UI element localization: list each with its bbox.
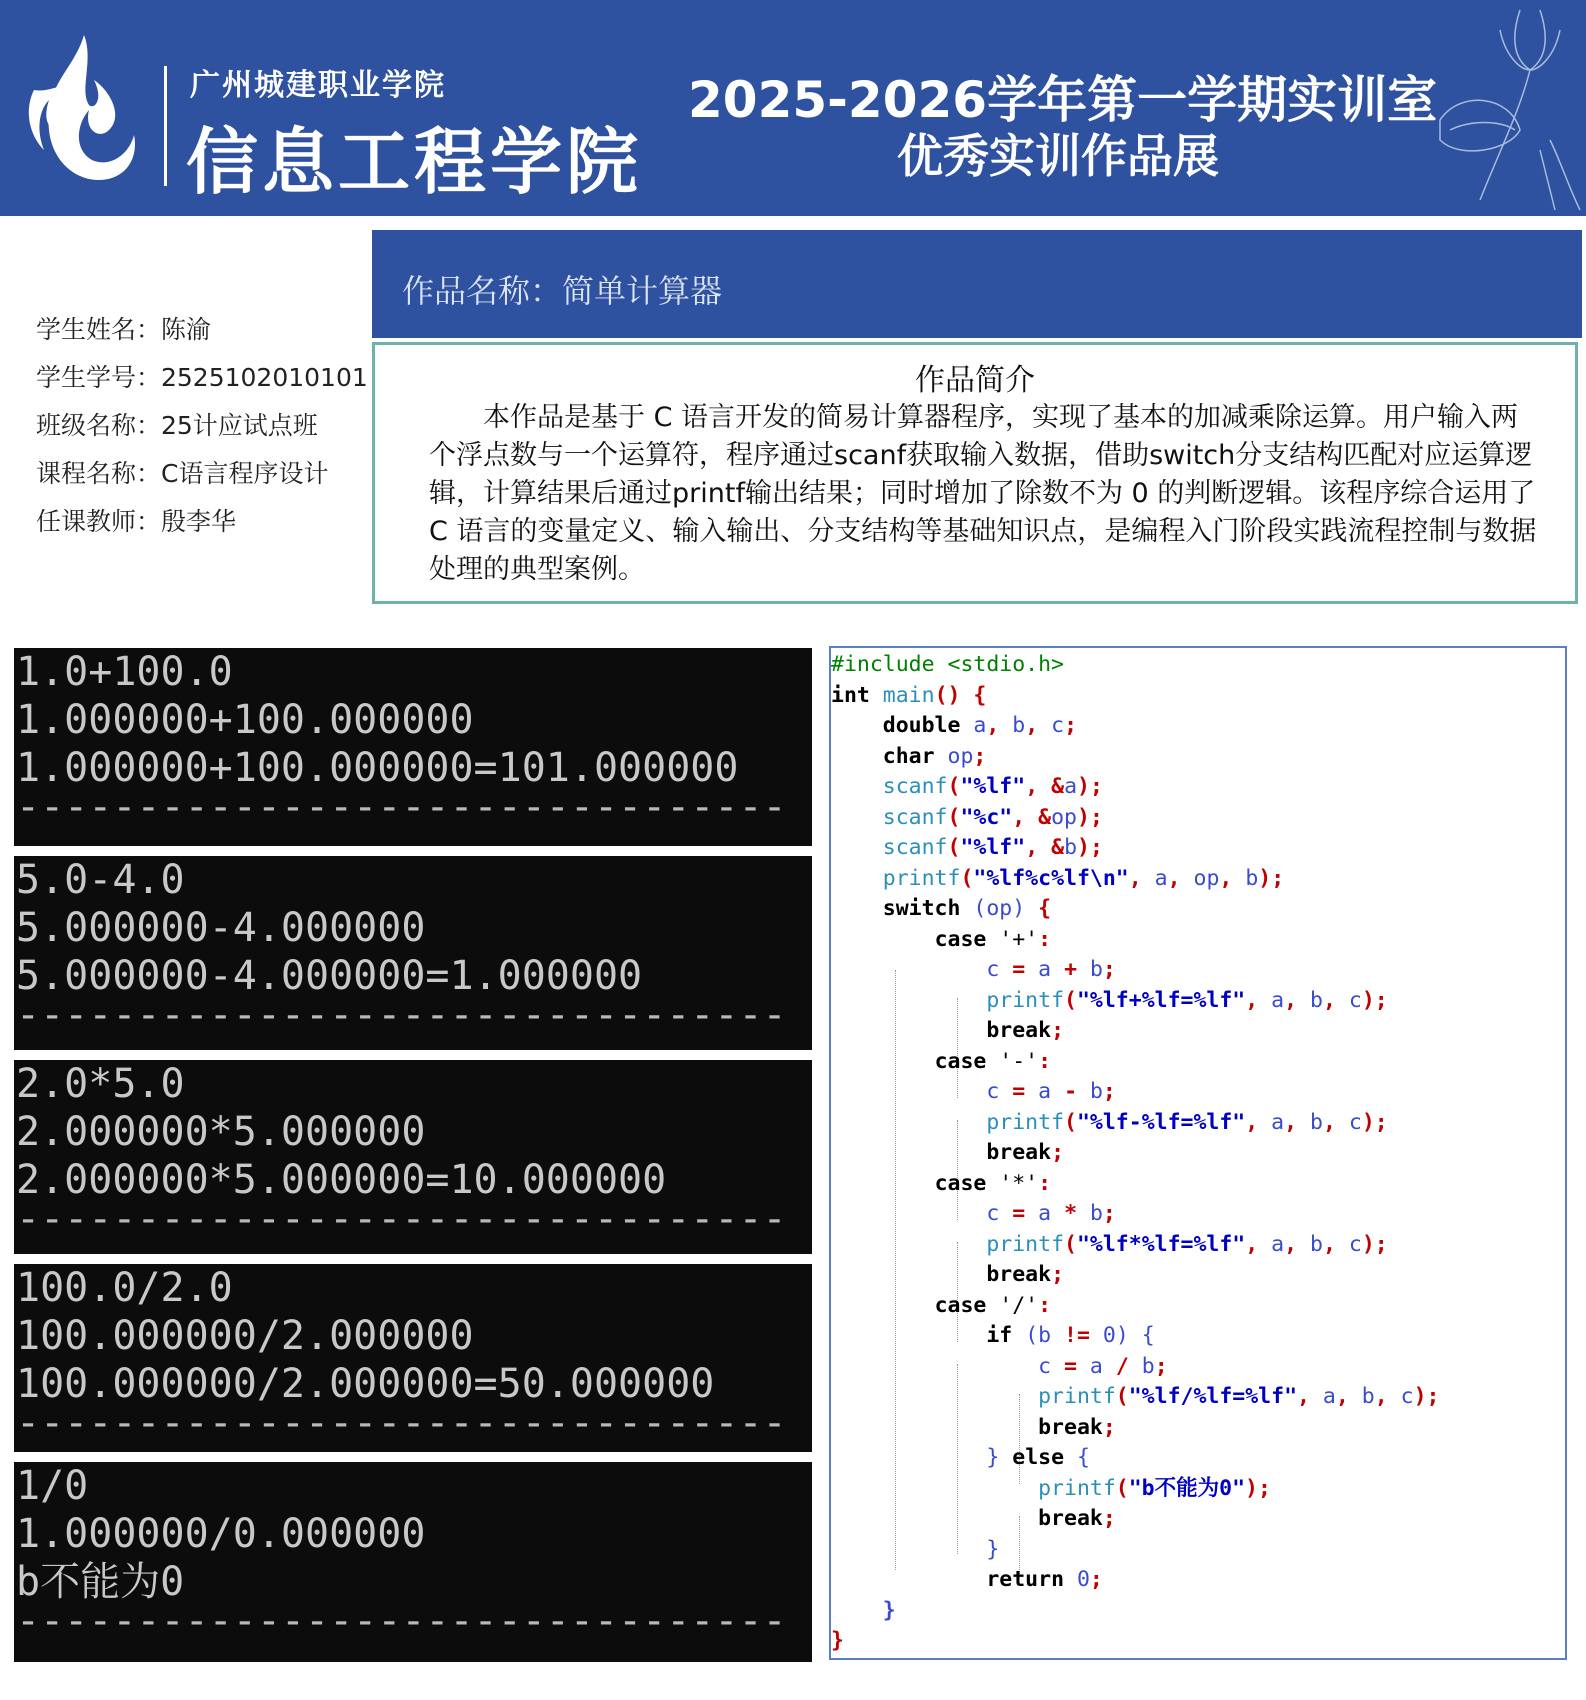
code-token: else — [1012, 1445, 1065, 1470]
code-token: "%lf-%lf=%lf" — [1076, 1109, 1246, 1135]
code-line: printf("%lf/%lf=%lf", a, b, c); — [1038, 1384, 1440, 1409]
code-token: printf — [986, 1231, 1065, 1257]
teacher-name: 任课教师：殷李华 — [36, 507, 237, 536]
code-token: double — [882, 713, 961, 738]
code-line: c = a + b; — [986, 957, 1116, 982]
code-line: c = a / b; — [1038, 1353, 1168, 1379]
code-line: scanf("%lf", &b); — [882, 835, 1103, 860]
code-line: printf("%lf*%lf=%lf", a, b, c); — [986, 1231, 1388, 1257]
code-line: } — [986, 1536, 1000, 1562]
source-code-panel — [829, 646, 1567, 1660]
code-line: double a, b, c; — [882, 713, 1078, 738]
code-token: "%c" — [960, 804, 1013, 830]
code-token: main — [882, 682, 935, 708]
code-token: break — [1038, 1414, 1103, 1440]
code-line: } — [882, 1597, 896, 1623]
code-line: case '/': — [934, 1292, 1052, 1318]
code-token: if — [986, 1323, 1013, 1348]
console-line: 2.0*5.0 — [16, 1061, 185, 1107]
code-token: break — [986, 1140, 1052, 1165]
code-token: '/' — [999, 1292, 1039, 1318]
code-line: switch (op) { — [882, 896, 1052, 921]
student-id: 学生学号：2525102010101 — [36, 363, 368, 392]
console-line: b不能为0 — [16, 1559, 185, 1605]
code-token: break — [1038, 1506, 1103, 1531]
code-line: break; — [986, 1140, 1065, 1165]
console-line: 1.000000/0.000000 — [16, 1511, 426, 1557]
console-separator: -------------------------------- — [16, 1606, 787, 1644]
code-token: printf — [1038, 1475, 1116, 1501]
class-name: 班级名称：25计应试点班 — [36, 411, 318, 440]
console-separator: -------------------------------- — [16, 792, 787, 830]
code-token: char — [882, 743, 935, 769]
console-line: 1/0 — [16, 1463, 89, 1509]
work-title: 作品名称：简单计算器 — [402, 272, 723, 310]
console-separator: -------------------------------- — [16, 1000, 787, 1038]
code-token: "%lf" — [960, 774, 1026, 799]
course-name: 课程名称：C语言程序设计 — [36, 459, 329, 488]
console-line: 100.000000/2.000000 — [16, 1313, 474, 1359]
code-line: scanf("%lf", &a); — [882, 774, 1103, 799]
code-token: case — [934, 1292, 987, 1318]
code-token: break — [986, 1018, 1052, 1043]
student-info — [36, 306, 366, 546]
console-line: 1.000000+100.000000=101.000000 — [16, 745, 739, 791]
code-token: printf — [986, 1109, 1065, 1135]
console-line: 5.000000-4.000000=1.000000 — [16, 953, 643, 999]
code-line: int main() { — [831, 682, 987, 708]
code-token: "b不能为0" — [1128, 1475, 1246, 1501]
code-line: c = a * b; — [986, 1201, 1116, 1226]
code-token: break — [986, 1262, 1052, 1287]
code-line: } — [831, 1628, 844, 1653]
code-token: scanf — [882, 835, 948, 860]
code-line: break; — [986, 1262, 1065, 1287]
college-name: 信息工程学院 — [186, 120, 643, 204]
code-token: '*' — [999, 1170, 1039, 1196]
code-line: } else { — [986, 1445, 1090, 1470]
lotus-decoration-icon — [1420, 0, 1586, 216]
console-line: 1.000000+100.000000 — [16, 697, 474, 743]
console-output-div-zero — [14, 1462, 812, 1662]
intro-box — [372, 342, 1578, 604]
code-line: printf("b不能为0"); — [1038, 1475, 1271, 1501]
code-line: break; — [1038, 1506, 1116, 1531]
intro-heading: 作品简介 — [915, 363, 1035, 398]
code-token: "%lf*%lf=%lf" — [1076, 1231, 1246, 1257]
console-line: 5.0-4.0 — [16, 857, 185, 903]
code-line — [831, 648, 1565, 681]
code-line: c = a - b; — [986, 1079, 1116, 1104]
school-name: 广州城建职业学院 — [190, 68, 446, 103]
logo-divider — [164, 66, 167, 186]
student-name: 学生姓名：陈渝 — [36, 315, 212, 344]
code-line: case '+': — [934, 926, 1052, 952]
console-output-mul — [14, 1060, 812, 1254]
event-title: 2025-2026学年第一学期实训室 — [688, 71, 1438, 129]
code-line: break; — [986, 1018, 1065, 1043]
event-subtitle: 优秀实训作品展 — [897, 129, 1219, 183]
code-token: return — [986, 1567, 1065, 1592]
work-title-bar — [372, 230, 1582, 338]
code-line: printf("%lf-%lf=%lf", a, b, c); — [986, 1109, 1388, 1135]
code-token: int — [831, 682, 870, 708]
intro-body: 本作品是基于 C 语言开发的简易计算器程序，实现了基本的加减乘除运算。用户输入两个浮点数与一个运算符，程序通过scanf获取输入数据，借助switch分支结构匹配对应运算逻辑，计算结果后通过printf输出结果；同时增加了除数不为 0 的判断逻辑。该程序综合运用了 C 语言的变量定义、输入输出、分支结构等基础知识点，是编程入门阶段实践流程控制与数据处理的典型案例。 — [429, 402, 1537, 585]
code-token: case — [934, 1170, 987, 1196]
console-line: 100.0/2.0 — [16, 1265, 233, 1311]
code-token: '+' — [999, 926, 1039, 952]
code-token: printf — [986, 987, 1065, 1013]
code-token: "%lf/%lf=%lf" — [1128, 1384, 1298, 1409]
code-token: scanf — [882, 804, 948, 830]
console-line: 100.000000/2.000000=50.000000 — [16, 1361, 715, 1407]
console-line: 2.000000*5.000000 — [16, 1109, 426, 1155]
code-line: case '-': — [934, 1048, 1052, 1074]
code-token: "%lf" — [960, 835, 1026, 860]
code-line: return 0; — [986, 1567, 1103, 1592]
console-output-sub — [14, 856, 812, 1050]
console-line: 5.000000-4.000000 — [16, 905, 426, 951]
code-token: '-' — [999, 1048, 1039, 1074]
flame-logo-icon — [14, 30, 144, 190]
code-token: case — [934, 926, 987, 952]
console-line: 2.000000*5.000000=10.000000 — [16, 1157, 667, 1203]
code-token: switch — [882, 896, 961, 921]
code-token: "%lf+%lf=%lf" — [1076, 987, 1246, 1013]
code-line: if (b != 0) { — [986, 1323, 1155, 1348]
code-token: scanf — [882, 774, 948, 799]
code-line: scanf("%c", &op); — [882, 804, 1103, 830]
code-token: case — [934, 1048, 987, 1074]
code-line: case '*': — [934, 1170, 1052, 1196]
console-output-div — [14, 1264, 812, 1452]
code-token: "%lf%c%lf\n" — [973, 865, 1129, 891]
header-banner — [0, 0, 1586, 216]
code-line: break; — [1038, 1414, 1116, 1440]
code-line: printf("%lf%c%lf\n", a, op, b); — [882, 865, 1285, 891]
console-separator: -------------------------------- — [16, 1204, 787, 1242]
code-token: printf — [1038, 1384, 1116, 1409]
console-output-add — [14, 648, 812, 846]
console-separator: -------------------------------- — [16, 1408, 787, 1446]
code-token: #include <stdio.h> — [831, 652, 1064, 677]
code-line: char op; — [882, 743, 987, 769]
code-line: printf("%lf+%lf=%lf", a, b, c); — [986, 987, 1388, 1013]
code-token: printf — [882, 865, 961, 891]
console-line: 1.0+100.0 — [16, 649, 233, 695]
